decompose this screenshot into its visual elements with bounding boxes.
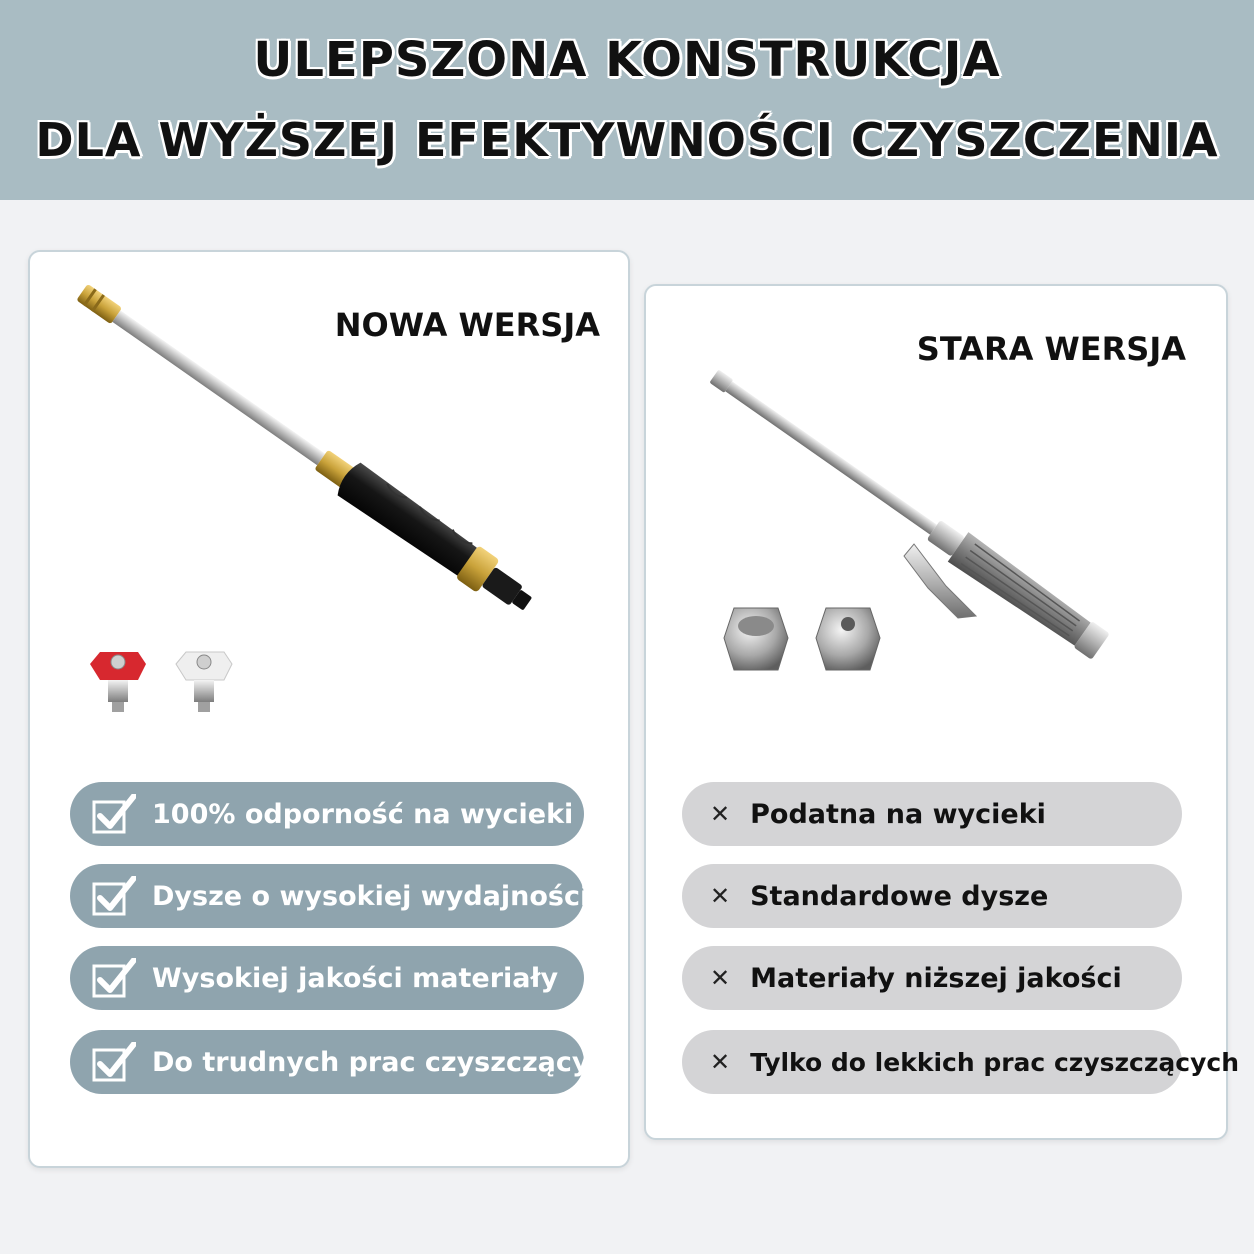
new-feature-label: Wysokiej jakości materiały — [152, 962, 559, 994]
check-icon — [92, 1042, 136, 1082]
check-icon — [92, 794, 136, 834]
new-feature-1 — [70, 782, 584, 846]
check-icon — [92, 958, 136, 998]
old-feature-2 — [682, 864, 1182, 928]
new-feature-2 — [70, 864, 590, 928]
x-icon: ✕ — [710, 1048, 731, 1076]
headline-line-1: ULEPSZONA KONSTRUKCJA — [253, 32, 1001, 88]
old-version-card — [644, 284, 1240, 1140]
new-feature-3 — [70, 946, 584, 1010]
hex-nut-2 — [816, 608, 880, 670]
old-feature-3 — [682, 946, 1182, 1010]
headline-line-2: DLA WYŻSZEJ EFEKTYWNOŚCI CZYSZCZENIA — [35, 113, 1219, 167]
x-icon: ✕ — [710, 882, 731, 910]
new-version-card — [28, 250, 630, 1168]
new-feature-4 — [70, 1030, 625, 1094]
old-version-title: STARA WERSJA — [916, 330, 1186, 368]
red-nozzle — [90, 652, 146, 712]
new-feature-label: Do trudnych prac czyszczących — [152, 1046, 625, 1078]
old-feature-label: Tylko do lekkich prac czyszczących — [750, 1047, 1240, 1077]
header-banner — [0, 0, 1254, 200]
new-feature-label: Dysze o wysokiej wydajności — [152, 880, 590, 912]
white-nozzle — [176, 652, 232, 712]
old-wand-image — [646, 286, 1226, 726]
old-feature-label: Standardowe dysze — [750, 880, 1049, 912]
new-version-title: NOWA WERSJA — [334, 306, 600, 344]
x-icon: ✕ — [710, 800, 731, 828]
old-feature-1 — [682, 782, 1182, 846]
check-icon — [92, 876, 136, 916]
old-feature-label: Materiały niższej jakości — [750, 962, 1122, 994]
old-feature-4 — [682, 1030, 1240, 1094]
new-feature-label: 100% odporność na wycieki — [152, 798, 574, 830]
new-wand-image — [30, 252, 628, 752]
x-icon: ✕ — [710, 964, 731, 992]
old-feature-label: Podatna na wycieki — [750, 798, 1046, 830]
hex-nut-1 — [724, 608, 788, 670]
